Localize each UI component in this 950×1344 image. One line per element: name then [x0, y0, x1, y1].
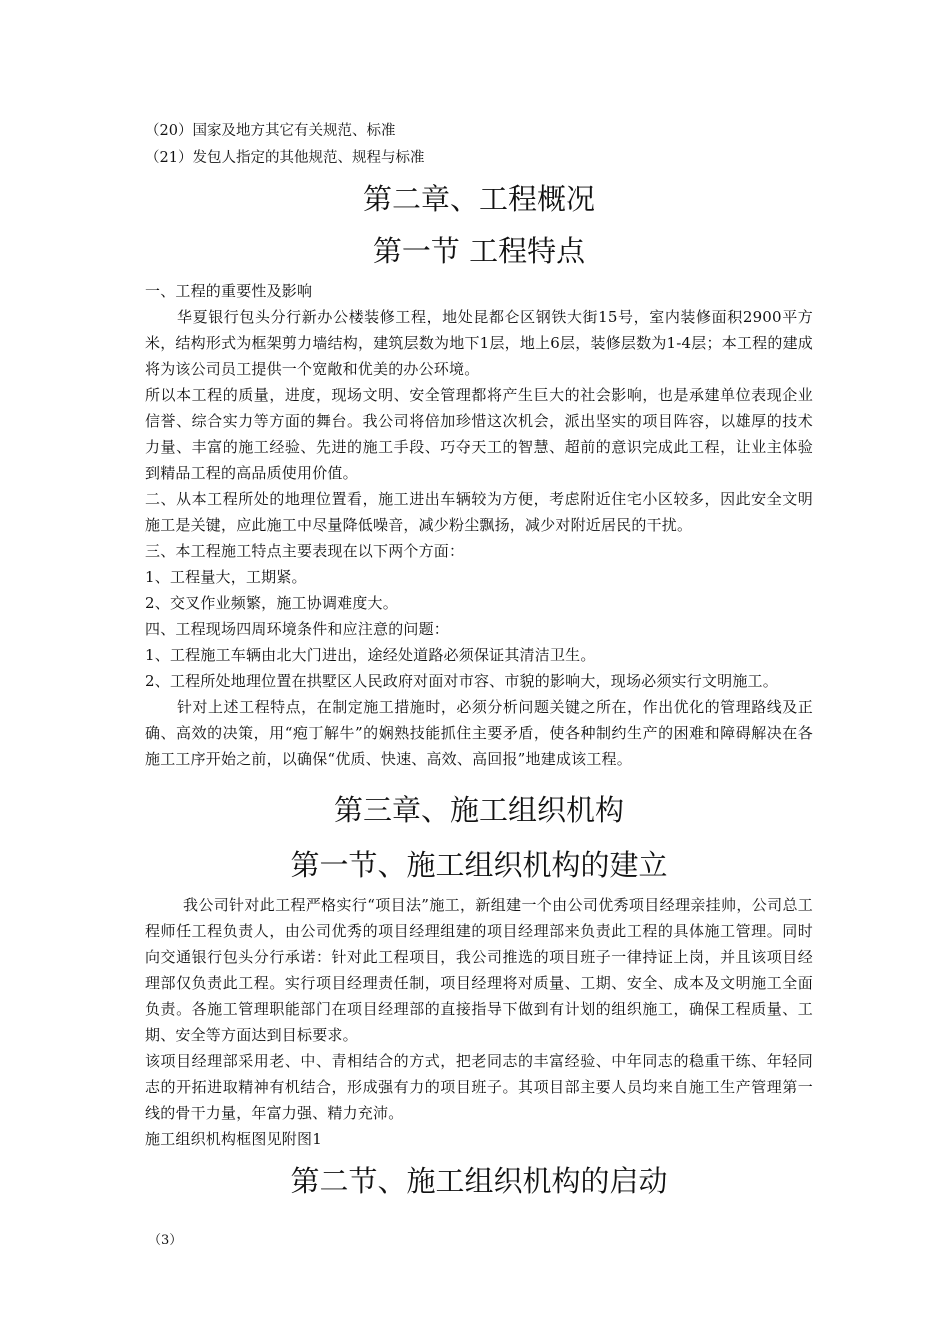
standard-line-21: （21）发包人指定的其他规范、规程与标准: [145, 150, 425, 166]
chapter-3-title: 第三章、施工组织机构: [333, 793, 624, 827]
item-3-point-1: 1、工程量大，工期紧。: [145, 568, 307, 586]
chapter-2-title: 第二章、工程概况: [362, 182, 595, 216]
document-body: [145, 118, 813, 1208]
item-4-point-2: 2、工程所处地理位置在拱墅区人民政府对面对市容、市貌的影响大，现场必须实行文明施工。: [145, 672, 778, 690]
chapter-3-section-1-title: 第一节、施工组织机构的建立: [290, 848, 668, 882]
org-chart-reference: 施工组织机构框图见附图1: [145, 1130, 322, 1148]
measures-paragraph: 针对上述工程特点，在制定施工措施时，必须分析问题关键之所在，作出优化的管理路线及正确、高效的决策，用“疱丁解牛”的娴熟技能抓住主要矛盾，使各种制约生产的困难和障碍解决在各施工工序开始之前，以确保“优质、快速、高效、高回报”地建成该工程。: [145, 698, 813, 768]
quality-impact-paragraph: 所以本工程的质量，进度，现场文明、安全管理都将产生巨大的社会影响，也是承建单位表现企业信誉、综合实力等方面的舞台。我公司将倍加珍惜这次机会，派出坚实的项目阵容，以雄厚的技术力量、丰富的施工经验、先进的施工手段、巧夺天工的智慧、超前的意识完成此工程，让业主体验到精品工程的高品质使用价值。: [145, 386, 813, 482]
standard-line-20: （20）国家及地方其它有关规范、标准: [145, 123, 396, 139]
item-3-point-2: 2、交叉作业频繁，施工协调难度大。: [145, 594, 398, 612]
location-paragraph: 二、从本工程所处的地理位置看，施工进出车辆较为方便，考虑附近住宅小区较多，因此安全文明施工是关键，应此施工中尽量降低噪音，减少粉尘飘扬，减少对附近居民的干扰。: [145, 490, 813, 534]
project-overview-paragraph: 华夏银行包头分行新办公楼装修工程，地处昆都仑区钢铁大街15号，室内装修面积2900平方米，结构形式为框架剪力墙结构，建筑层数为地下1层，地上6层，装修层数为1-4层；本工程的建成将为该公司员工提供一个宽敞和优美的办公环境。: [145, 308, 813, 378]
team-composition-paragraph: 该项目经理部采用老、中、青相结合的方式，把老同志的丰富经验、中年同志的稳重干练、年轻同志的开拓进取精神有机结合，形成强有力的项目班子。其项目部主要人员均来自施工生产管理第一线的骨干力量，年富力强、精力充沛。: [145, 1052, 813, 1122]
item-3-heading: 三、本工程施工特点主要表现在以下两个方面：: [145, 542, 465, 560]
organization-paragraph: 我公司针对此工程严格实行“项目法”施工，新组建一个由公司优秀项目经理亲挂帅，公司总工程师任工程负责人，由公司优秀的项目经理组建的项目经理部来负责此工程的具体施工管理。同时向交通银行包头分行承诺：针对此工程项目，我公司推选的项目班子一律持证上岗，并且该项目经理部仅负责此工程。实行项目经理责任制，项目经理将对质量、工期、安全、成本及文明施工全面负责。各施工管理职能部门在项目经理部的直接指导下做到有计划的组织施工，确保工程质量、工期、安全等方面达到目标要求。: [145, 896, 813, 1044]
chapter-2-section-1-title: 第一节 工程特点: [372, 234, 586, 268]
item-1-heading: 一、工程的重要性及影响: [145, 282, 313, 300]
page-number: （3）: [148, 1233, 183, 1248]
chapter-3-section-2-title: 第二节、施工组织机构的启动: [290, 1164, 668, 1198]
item-4-point-1: 1、工程施工车辆由北大门进出，途经处道路必须保证其清洁卫生。: [145, 646, 596, 664]
item-4-heading: 四、工程现场四周环境条件和应注意的问题：: [145, 620, 450, 638]
